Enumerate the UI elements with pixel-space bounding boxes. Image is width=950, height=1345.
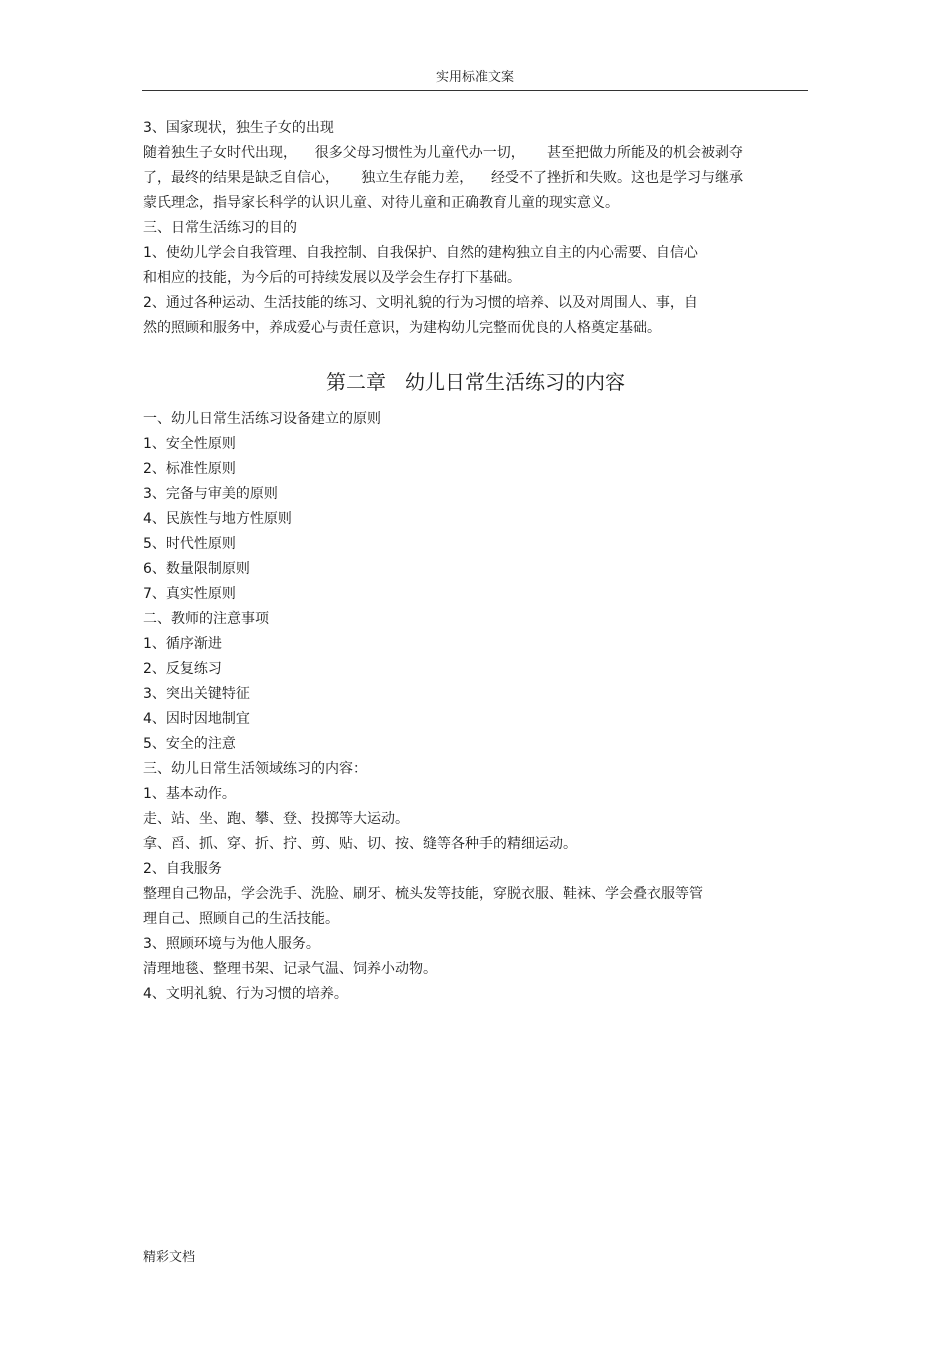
text-line: 5、安全的注意 (143, 736, 236, 752)
text-line: 1、安全性原则 (143, 436, 236, 452)
text-line: 2、自我服务 (143, 861, 222, 877)
text-line: 4、民族性与地方性原则 (143, 511, 292, 527)
text-line: 然的照顾和服务中，养成爱心与责任意识，为建构幼儿完整而优良的人格奠定基础。 (143, 320, 661, 336)
text-line: 2、标准性原则 (143, 461, 236, 477)
text-line: 整理自己物品，学会洗手、洗脸、刷牙、梳头发等技能，穿脱衣服、鞋袜、学会叠衣服等管 (143, 886, 703, 902)
text-line: 理自己、照顾自己的生活技能。 (143, 911, 339, 927)
text-line: 三、幼儿日常生活领域练习的内容： (143, 761, 367, 777)
chapter-title: 第二章 幼儿日常生活练习的内容 (325, 370, 626, 394)
text-line: 一、幼儿日常生活练习设备建立的原则 (143, 411, 381, 427)
text-line: 1、基本动作。 (143, 786, 236, 802)
text-line: 三、日常生活练习的目的 (143, 220, 297, 236)
text-line: 3、突出关键特征 (143, 686, 250, 702)
document-body (143, 116, 808, 1007)
text-line: 随着独生子女时代出现， 很多父母习惯性为儿童代办一切， 甚至把做力所能及的机会被剥夺 (143, 145, 744, 161)
text-line: 4、因时因地制宜 (143, 711, 250, 727)
page-footer: 精彩文档 (143, 1250, 196, 1265)
text-line: 蒙氏理念，指导家长科学的认识儿童、对待儿童和正确教育儿童的现实意义。 (143, 195, 619, 211)
text-line: 3、照顾环境与为他人服务。 (143, 936, 320, 952)
text-line: 拿、舀、抓、穿、折、拧、剪、贴、切、按、缝等各种手的精细运动。 (143, 836, 577, 852)
text-line: 3、国家现状，独生子女的出现 (143, 120, 334, 136)
section-national-status-and-goals (143, 116, 808, 341)
text-line: 2、通过各种运动、生活技能的练习、文明礼貌的行为习惯的培养、以及对周围人、事，自 (143, 295, 698, 311)
text-line: 和相应的技能，为今后的可持续发展以及学会生存打下基础。 (143, 270, 521, 286)
section-chapter-two-content (143, 407, 808, 1007)
text-line: 走、站、坐、跑、攀、登、投掷等大运动。 (143, 811, 409, 827)
text-line: 清理地毯、整理书架、记录气温、饲养小动物。 (143, 961, 437, 977)
text-line: 了，最终的结果是缺乏自信心， 独立生存能力差， 经受不了挫折和失败。这也是学习与继承 (143, 170, 744, 186)
header-divider (142, 90, 808, 91)
text-line: 6、数量限制原则 (143, 561, 250, 577)
text-line: 二、教师的注意事项 (143, 611, 269, 627)
page-header: 实用标准文案 (435, 70, 514, 85)
text-line: 3、完备与审美的原则 (143, 486, 278, 502)
text-line: 1、循序渐进 (143, 636, 222, 652)
text-line: 5、时代性原则 (143, 536, 236, 552)
text-line: 2、反复练习 (143, 661, 222, 677)
text-line: 7、真实性原则 (143, 586, 236, 602)
text-line: 1、使幼儿学会自我管理、自我控制、自我保护、自然的建构独立自主的内心需要、自信心 (143, 245, 698, 261)
text-line: 4、文明礼貌、行为习惯的培养。 (143, 986, 348, 1002)
